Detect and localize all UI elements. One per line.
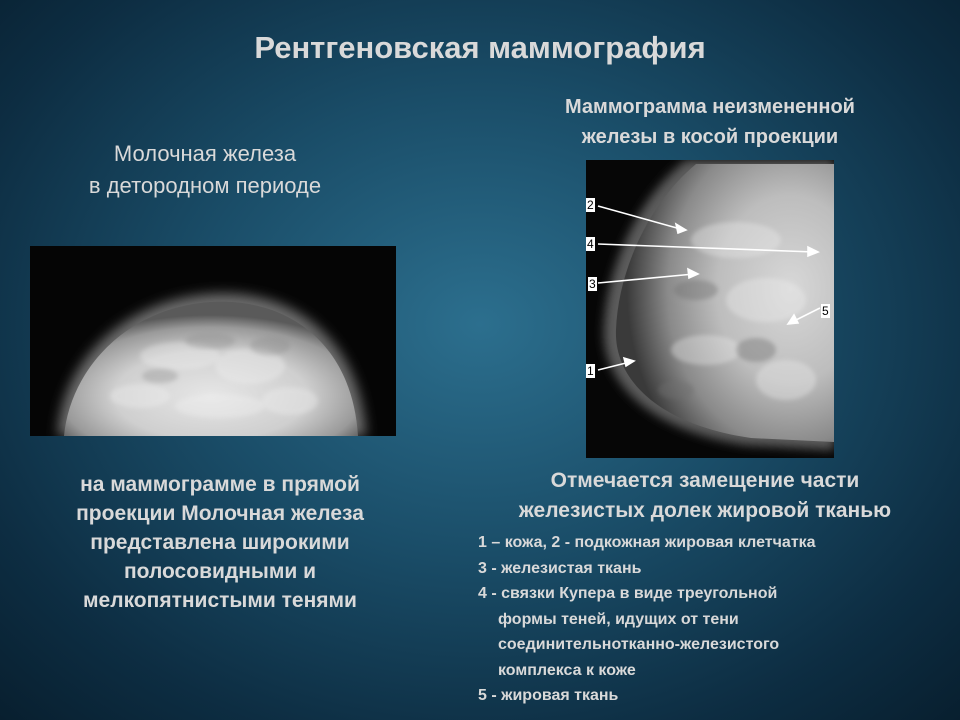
left-description-line-1: на маммограмме в прямой xyxy=(80,473,360,496)
left-description xyxy=(20,470,420,615)
right-heading-line-1: Маммограмма неизмененной xyxy=(565,96,855,118)
image-label-2: 2 xyxy=(587,198,594,212)
image-label-3: 3 xyxy=(589,277,596,291)
legend-item-1: 1 – кожа, 2 - подкожная жировая клетчатка xyxy=(478,534,816,551)
image-label-1: 1 xyxy=(587,364,594,378)
left-heading-line-2: в детородном периоде xyxy=(88,173,322,198)
right-description-line-2: железистых долек жировой тканью xyxy=(518,499,892,522)
legend-item-3-cont-1: формы теней, идущих от тени xyxy=(498,610,739,628)
left-description-line-5: мелкопятнистыми тенями xyxy=(83,589,357,612)
right-description-line-1: Отмечается замещение части xyxy=(550,469,860,492)
left-description-line-4: полосовидными и xyxy=(123,560,317,583)
slide-title: Рентгеновская маммография xyxy=(254,30,706,65)
image-label-4: 4 xyxy=(587,237,594,251)
mammogram-direct-image xyxy=(30,246,396,436)
right-heading xyxy=(500,92,920,152)
legend-item-3: 4 - связки Купера в виде треугольной xyxy=(478,585,778,602)
mammogram-direct-drawing xyxy=(30,246,396,436)
left-description-line-2: проекции Молочная железа xyxy=(76,502,364,525)
right-description xyxy=(455,466,955,526)
right-heading-line-2: железы в косой проекции xyxy=(581,126,839,148)
left-heading xyxy=(20,138,390,202)
legend-list xyxy=(478,530,948,709)
legend-item-3-cont-3: комплекса к коже xyxy=(498,661,636,679)
legend-item-2: 3 - железистая ткань xyxy=(478,559,642,577)
legend-item-4: 5 - жировая ткань xyxy=(478,687,619,704)
left-description-line-3: представлена широкими xyxy=(90,531,350,554)
mammogram-oblique-drawing xyxy=(586,160,834,458)
legend-item-3-cont-2: соединительнотканно-железистого xyxy=(498,636,780,653)
left-heading-line-1: Молочная железа xyxy=(113,141,297,166)
image-label-5: 5 xyxy=(822,304,829,318)
mammogram-oblique-image xyxy=(586,160,834,458)
